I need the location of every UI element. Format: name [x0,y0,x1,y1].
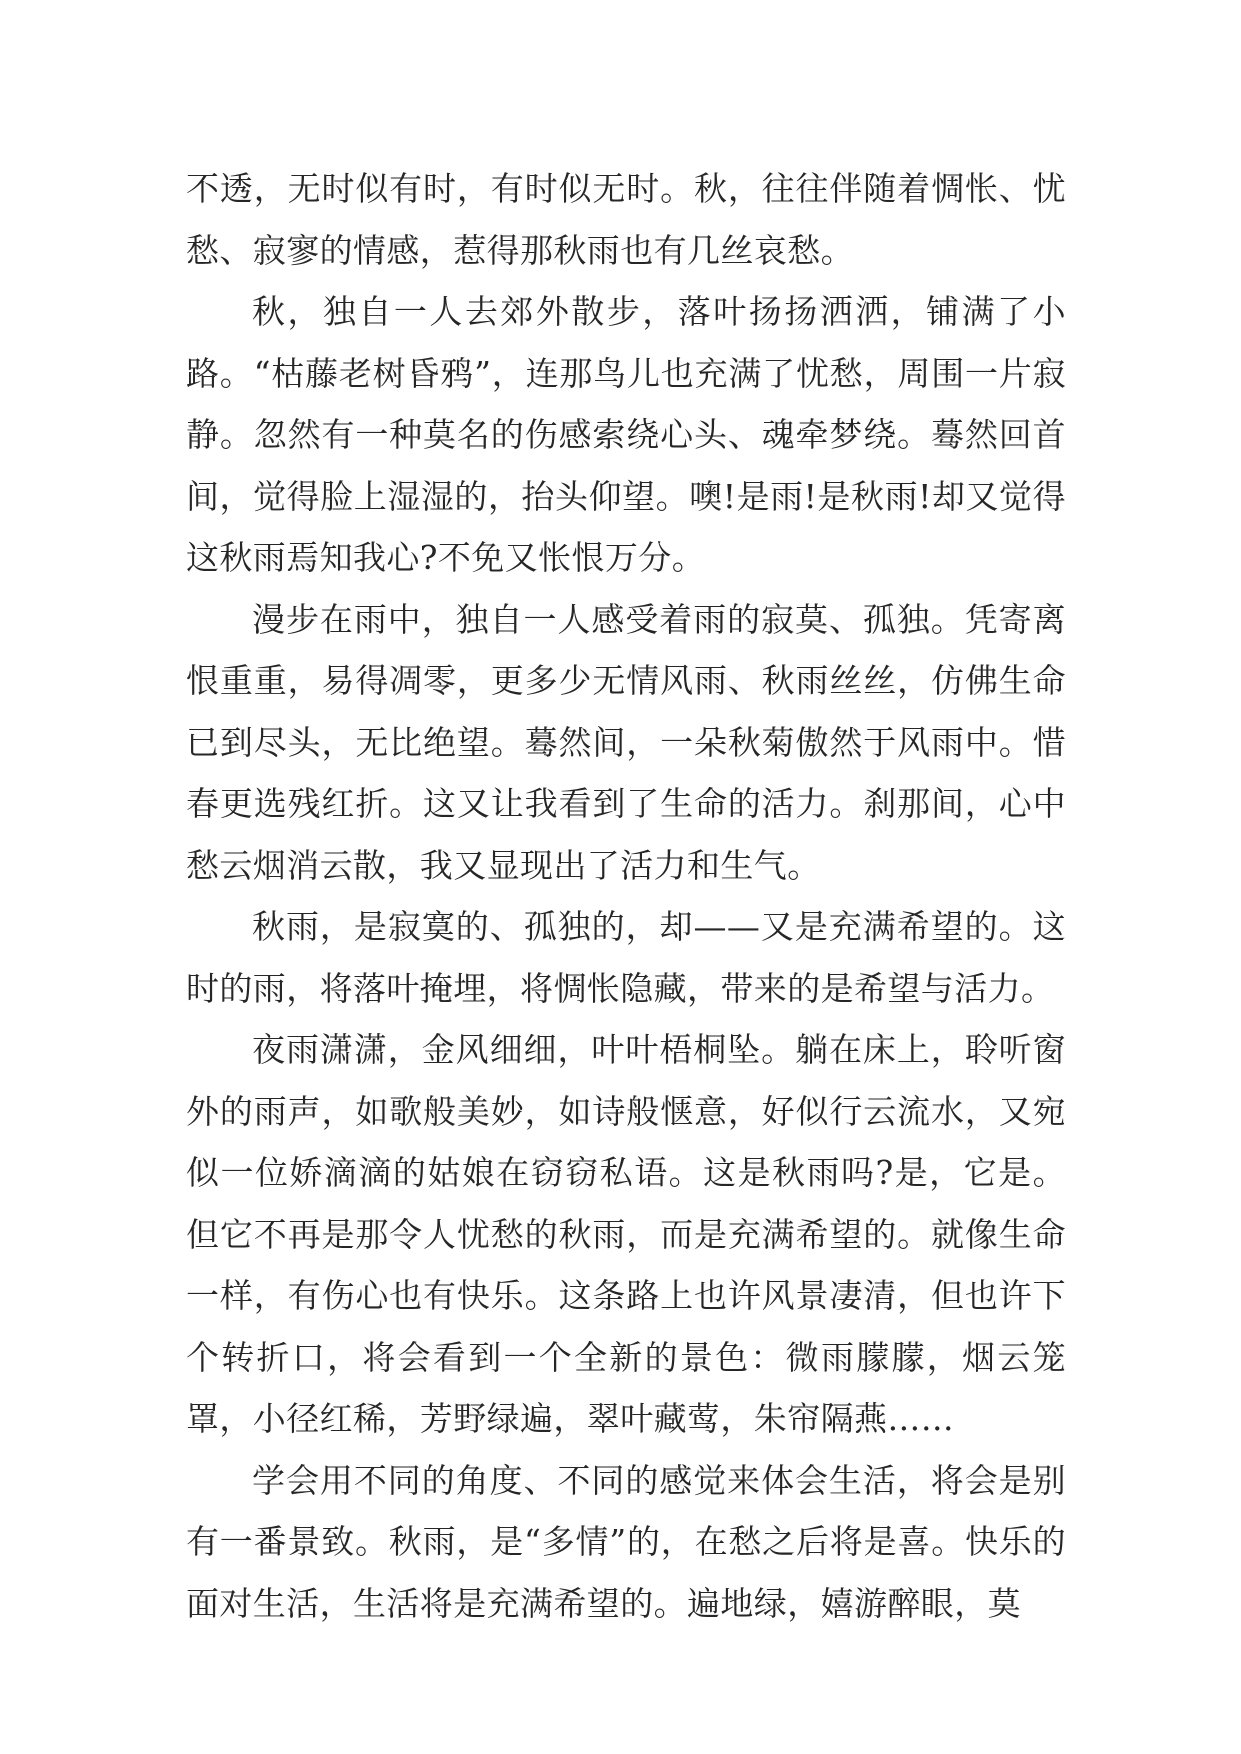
paragraph: 漫步在雨中，独自一人感受着雨的寂莫、孤独。凭寄离恨重重，易得凋零，更多少无情风雨、秋雨丝丝，仿佛生命已到尽头，无比绝望。蓦然间，一朵秋菊傲然于风雨中。惜春更选残红折。这又让我看到了生命的活力。刹那间，心中愁云烟消云散，我又显现出了活力和生气。 [186,599,1066,885]
paragraph: 秋，独自一人去郊外散步，落叶扬扬洒洒，铺满了小路。“枯藤老树昏鸦”，连那鸟儿也充满了忧愁，周围一片寂静。忽然有一种莫名的伤感索绕心头、魂牵梦绕。蓦然回首间，觉得脸上湿湿的，抬头仰望。噢!是雨!是秋雨!却又觉得这秋雨焉知我心?不免又怅恨万分。 [186,292,1066,577]
paragraph: 秋雨，是寂寞的、孤独的，却——又是充满希望的。这时的雨，将落叶掩埋，将惆怅隐藏，带来的是希望与活力。 [186,907,1066,1008]
paragraph-continued: 不透，无时似有时，有时似无时。秋，往往伴随着惆怅、忧愁、寂寥的情感，惹得那秋雨也有几丝哀愁。 [186,169,1066,270]
paragraph: 夜雨潇潇，金风细细，叶叶梧桐坠。躺在床上，聆听窗外的雨声，如歌般美妙，如诗般惬意，好似行云流水，又宛似一位娇滴滴的姑娘在窃窃私语。这是秋雨吗?是，它是。但它不再是那令人忧愁的秋雨，而是充满希望的。就像生命一样，有伤心也有快乐。这条路上也许风景凄清，但也许下个转折口，将会看到一个全新的景色：微雨朦朦，烟云笼罩，小径红稀，芳野绿遍，翠叶藏莺，朱帘隔燕…… [186,1030,1066,1438]
essay-body [186,158,1066,1634]
paragraph: 学会用不同的角度、不同的感觉来体会生活，将会是别有一番景致。秋雨，是“多情”的，在愁之后将是喜。快乐的面对生活，生活将是充满希望的。遍地绿，嬉游醉眼，莫 [186,1460,1066,1623]
